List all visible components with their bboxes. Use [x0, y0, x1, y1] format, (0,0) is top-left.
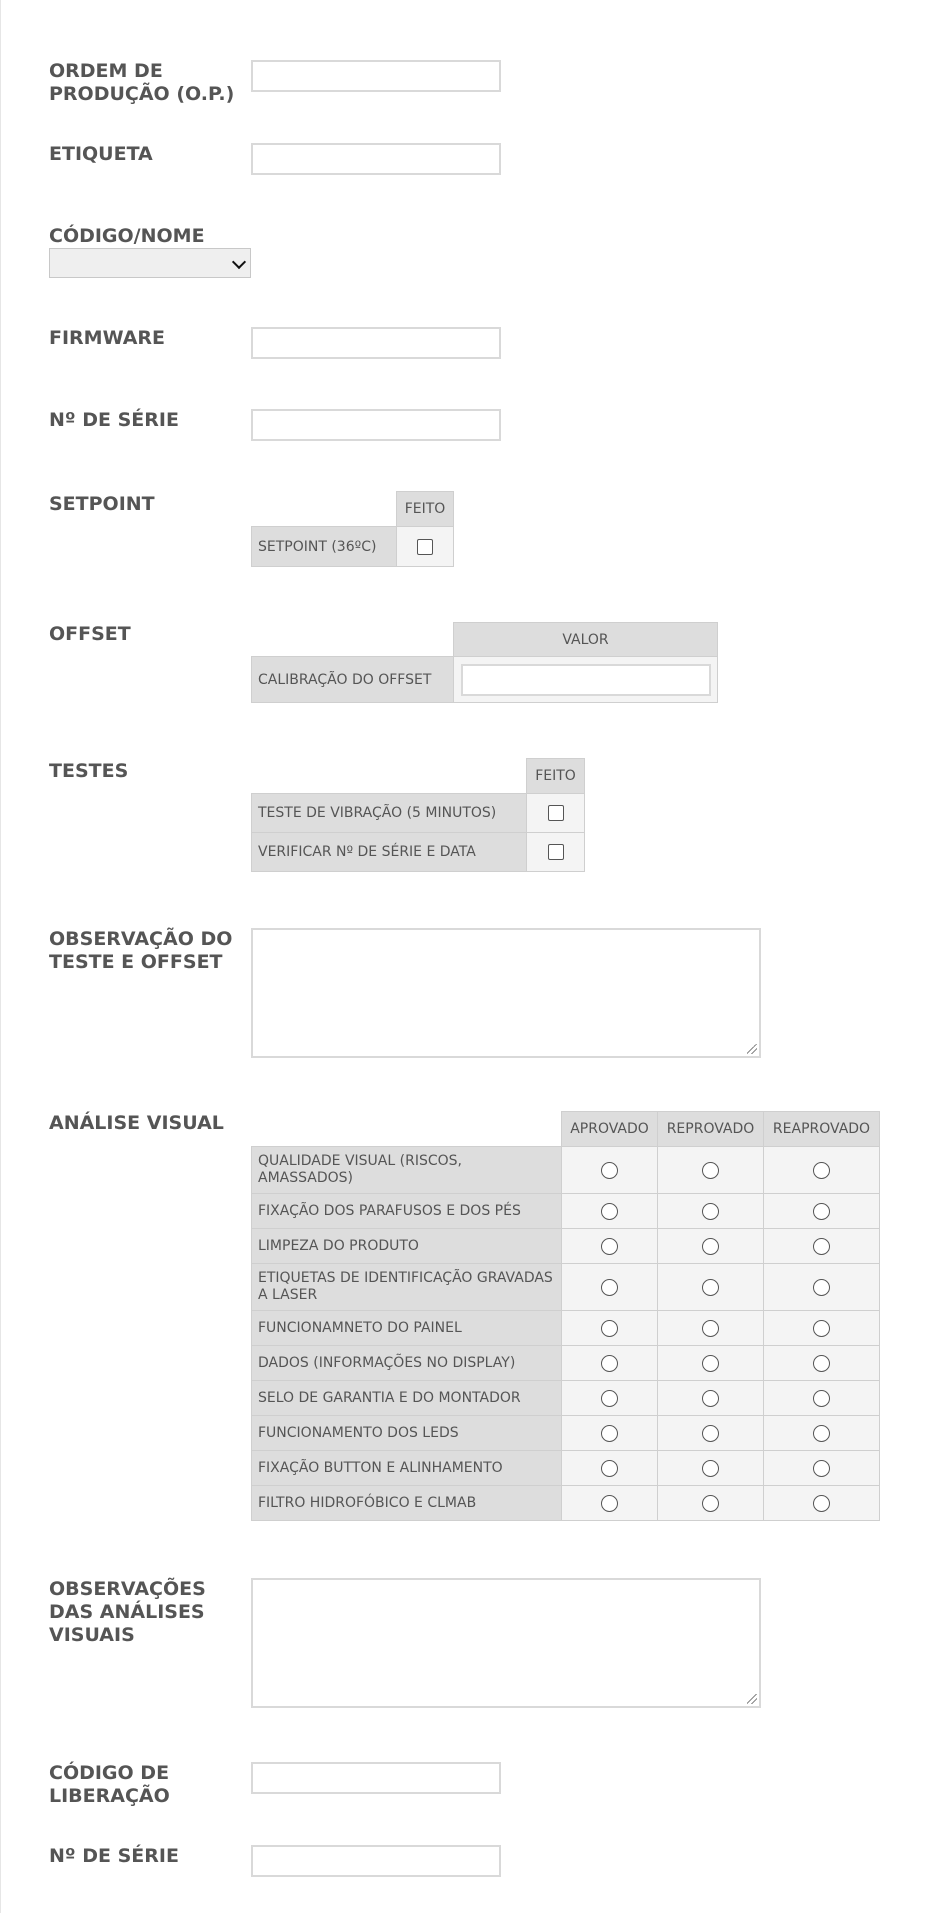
setpoint-table [251, 491, 454, 567]
offset-label: OFFSET [49, 623, 131, 645]
page-border [0, 0, 1, 1913]
teste-vibracao-checkbox[interactable] [548, 805, 564, 821]
testes-label: TESTES [49, 760, 129, 782]
reaprovado-radio[interactable] [813, 1495, 830, 1512]
reaprovado-radio[interactable] [813, 1320, 830, 1337]
reprovado-radio[interactable] [702, 1203, 719, 1220]
reprovado-radio[interactable] [702, 1320, 719, 1337]
reaprovado-radio[interactable] [813, 1355, 830, 1372]
aprovado-radio[interactable] [601, 1390, 618, 1407]
reprovado-radio[interactable] [702, 1162, 719, 1179]
analise-col-reaprovado: REAPROVADO [764, 1112, 880, 1147]
table-row [252, 1416, 880, 1451]
table-row [252, 657, 718, 703]
analise-row-label: FIXAÇÃO BUTTON E ALINHAMENTO [252, 1451, 562, 1486]
aprovado-radio[interactable] [601, 1460, 618, 1477]
reprovado-radio[interactable] [702, 1495, 719, 1512]
firmware-input[interactable] [251, 327, 501, 359]
codigo-nome-select[interactable] [49, 248, 251, 278]
table-row [252, 1346, 880, 1381]
etiqueta-input[interactable] [251, 143, 501, 175]
reprovado-radio[interactable] [702, 1238, 719, 1255]
analise-visual-table [251, 1111, 880, 1521]
testes-row-label: TESTE DE VIBRAÇÃO (5 MINUTOS) [252, 794, 527, 833]
analise-row-label: FUNCIONAMNETO DO PAINEL [252, 1311, 562, 1346]
reaprovado-radio[interactable] [813, 1203, 830, 1220]
codigo-nome-label: CÓDIGO/NOME [49, 225, 205, 247]
codigo-liberacao-label: CÓDIGO DE LIBERAÇÃO [49, 1762, 170, 1807]
obs-teste-label: OBSERVAÇÃO DO TESTE E OFFSET [49, 928, 233, 973]
aprovado-radio[interactable] [601, 1279, 618, 1296]
analise-row-label: ETIQUETAS DE IDENTIFICAÇÃO GRAVADAS A LASER [252, 1264, 562, 1311]
analise-row-label: FUNCIONAMENTO DOS LEDS [252, 1416, 562, 1451]
serie-input[interactable] [251, 409, 501, 441]
table-row [252, 1147, 880, 1194]
analise-row-label: QUALIDADE VISUAL (RISCOS, AMASSADOS) [252, 1147, 562, 1194]
chevron-down-icon [232, 255, 246, 269]
reaprovado-radio[interactable] [813, 1460, 830, 1477]
reprovado-radio[interactable] [702, 1279, 719, 1296]
testes-table [251, 758, 585, 872]
aprovado-radio[interactable] [601, 1238, 618, 1255]
aprovado-radio[interactable] [601, 1425, 618, 1442]
setpoint-col-feito: FEITO [397, 492, 454, 527]
table-row [252, 1264, 880, 1311]
resize-grip-icon[interactable] [747, 1694, 757, 1704]
analise-row-label: DADOS (INFORMAÇÕES NO DISPLAY) [252, 1346, 562, 1381]
serie2-input[interactable] [251, 1845, 501, 1877]
codigo-liberacao-input[interactable] [251, 1762, 501, 1794]
table-row [252, 833, 585, 872]
reprovado-radio[interactable] [702, 1425, 719, 1442]
resize-grip-icon[interactable] [747, 1044, 757, 1054]
aprovado-radio[interactable] [601, 1355, 618, 1372]
op-input[interactable] [251, 60, 501, 92]
reprovado-radio[interactable] [702, 1355, 719, 1372]
table-row [252, 527, 454, 567]
aprovado-radio[interactable] [601, 1495, 618, 1512]
setpoint-row-label: SETPOINT (36ºC) [252, 527, 397, 567]
analise-row-label: FILTRO HIDROFÓBICO E CLMAB [252, 1486, 562, 1521]
etiqueta-label: ETIQUETA [49, 143, 153, 165]
setpoint-checkbox[interactable] [417, 539, 433, 555]
analise-row-label: FIXAÇÃO DOS PARAFUSOS E DOS PÉS [252, 1194, 562, 1229]
verificar-serie-checkbox[interactable] [548, 844, 564, 860]
table-row [252, 1194, 880, 1229]
serie-label: Nº DE SÉRIE [49, 409, 179, 431]
offset-row-label: CALIBRAÇÃO DO OFFSET [252, 657, 454, 703]
reaprovado-radio[interactable] [813, 1238, 830, 1255]
analise-row-label: LIMPEZA DO PRODUTO [252, 1229, 562, 1264]
table-row [252, 1451, 880, 1486]
reaprovado-radio[interactable] [813, 1279, 830, 1296]
analise-col-reprovado: REPROVADO [658, 1112, 764, 1147]
obs-teste-textarea[interactable] [251, 928, 761, 1058]
reprovado-radio[interactable] [702, 1460, 719, 1477]
reaprovado-radio[interactable] [813, 1425, 830, 1442]
testes-col-feito: FEITO [527, 759, 585, 794]
firmware-label: FIRMWARE [49, 327, 166, 349]
analise-col-aprovado: APROVADO [562, 1112, 658, 1147]
aprovado-radio[interactable] [601, 1320, 618, 1337]
table-row [252, 1229, 880, 1264]
op-label: ORDEM DE PRODUÇÃO (O.P.) [49, 60, 235, 105]
table-row [252, 1381, 880, 1416]
reaprovado-radio[interactable] [813, 1162, 830, 1179]
analise-row-label: SELO DE GARANTIA E DO MONTADOR [252, 1381, 562, 1416]
setpoint-label: SETPOINT [49, 493, 155, 515]
reaprovado-radio[interactable] [813, 1390, 830, 1407]
obs-visual-label: OBSERVAÇÕES DAS ANÁLISES VISUAIS [49, 1578, 206, 1646]
obs-visual-textarea[interactable] [251, 1578, 761, 1708]
table-row [252, 1486, 880, 1521]
aprovado-radio[interactable] [601, 1203, 618, 1220]
serie2-label: Nº DE SÉRIE [49, 1845, 179, 1867]
table-row [252, 794, 585, 833]
aprovado-radio[interactable] [601, 1162, 618, 1179]
table-row [252, 1311, 880, 1346]
offset-input[interactable] [461, 664, 711, 696]
offset-table [251, 622, 718, 703]
testes-row-label: VERIFICAR Nº DE SÉRIE E DATA [252, 833, 527, 872]
analise-visual-label: ANÁLISE VISUAL [49, 1112, 224, 1134]
reprovado-radio[interactable] [702, 1390, 719, 1407]
offset-col-valor: VALOR [454, 623, 718, 657]
